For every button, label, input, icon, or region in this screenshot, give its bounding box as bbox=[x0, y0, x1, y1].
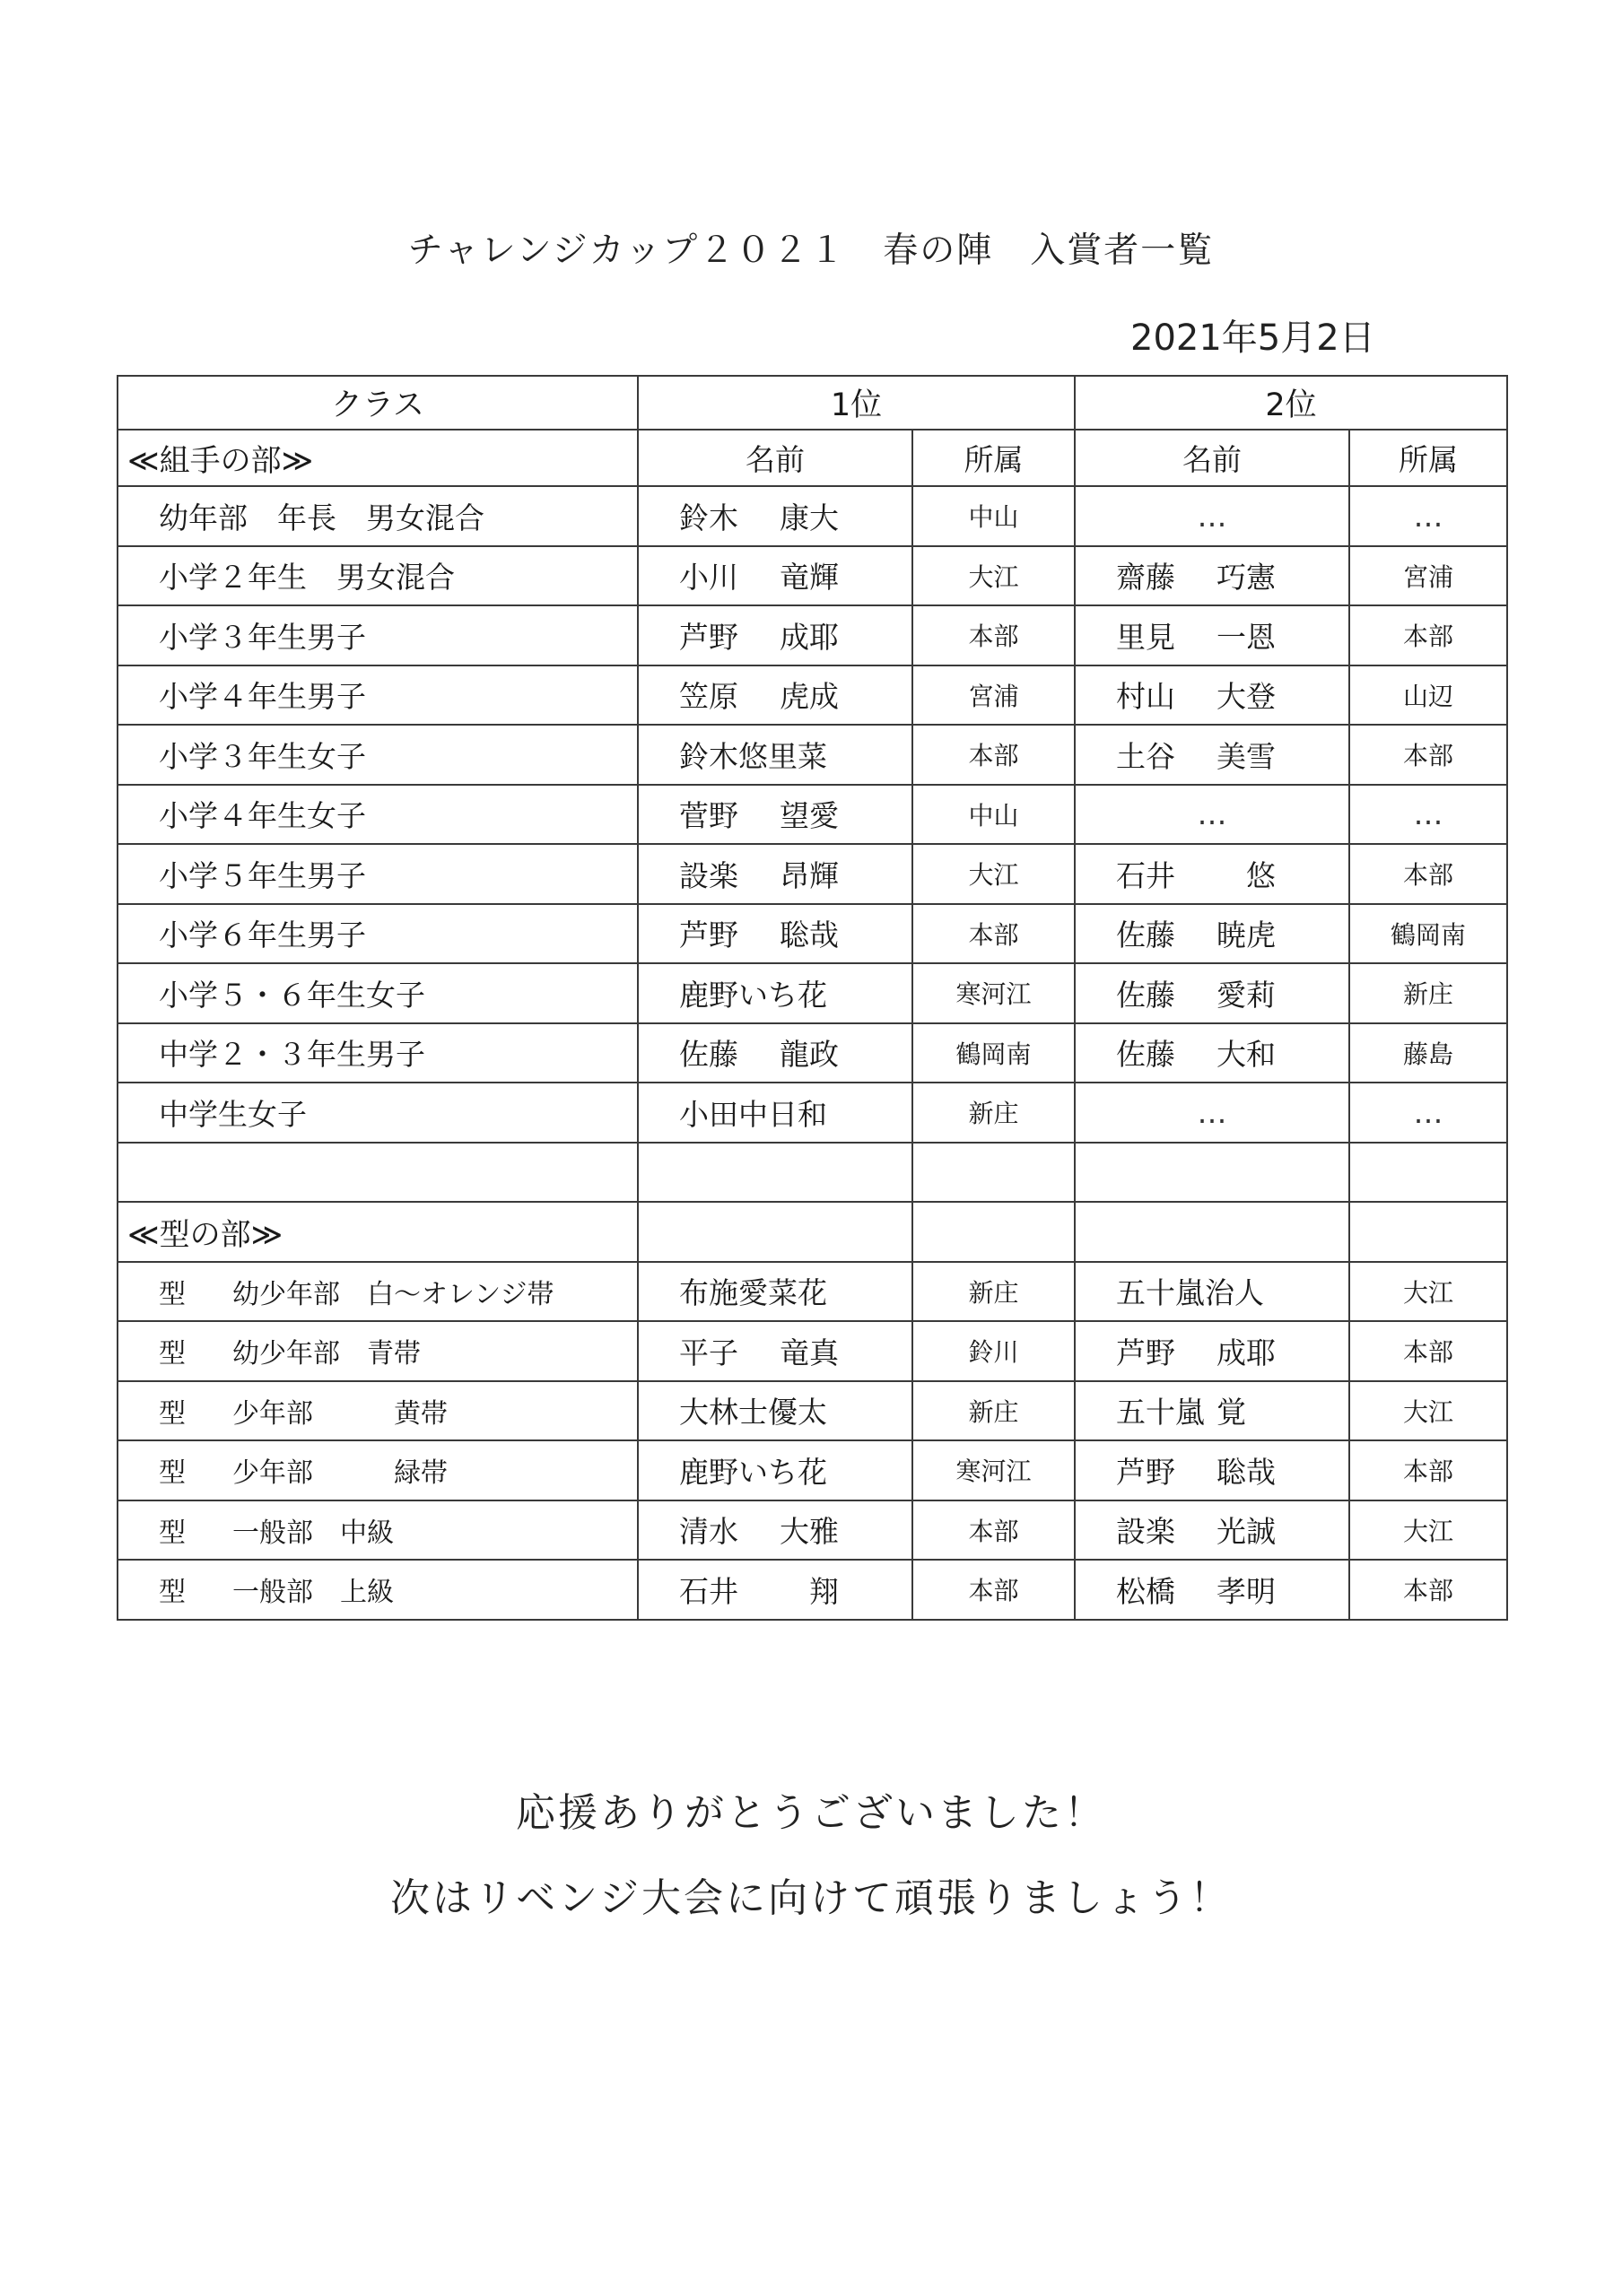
winner-name bbox=[638, 1023, 912, 1083]
winner-family-name: 鹿野いち花 bbox=[679, 1454, 827, 1490]
winner-affiliation: 本部 bbox=[1349, 1560, 1507, 1620]
winner-affiliation: 大江 bbox=[912, 546, 1075, 606]
class-cell: 小学５・６年生女子 bbox=[118, 963, 638, 1023]
winner-given-name: 康大 bbox=[780, 500, 839, 535]
winner-family-name: 設楽 bbox=[1116, 1514, 1175, 1550]
winner-name bbox=[1075, 1500, 1349, 1561]
kata-label: 型 bbox=[159, 1278, 186, 1310]
winner-affiliation: 藤島 bbox=[1349, 1023, 1507, 1083]
winner-family-name: 小田中日和 bbox=[679, 1096, 827, 1132]
results-table-body bbox=[118, 376, 1507, 1620]
winner-name bbox=[1075, 605, 1349, 665]
winner-given-name: 龍政 bbox=[780, 1037, 839, 1073]
section-kumite-label: ≪組手の部≫ bbox=[118, 430, 638, 486]
winner-name bbox=[638, 1321, 912, 1381]
winner-given-name: 一恩 bbox=[1216, 619, 1276, 655]
winner-name bbox=[1075, 1381, 1349, 1441]
winner-given-name: 聡哉 bbox=[1216, 1454, 1276, 1490]
table-row bbox=[118, 1440, 1507, 1500]
winner-affiliation: 新庄 bbox=[912, 1083, 1075, 1143]
winner-given-name: 聡哉 bbox=[780, 918, 839, 953]
empty-cell bbox=[1349, 1202, 1507, 1262]
kata-label: 型 bbox=[159, 1338, 186, 1370]
winner-name bbox=[1075, 1440, 1349, 1500]
winner-given-name: 光誠 bbox=[1216, 1514, 1276, 1550]
winner-name bbox=[638, 1560, 912, 1620]
winner-name bbox=[1075, 1262, 1349, 1322]
header-first-name: 名前 bbox=[638, 430, 912, 486]
winner-given-name: 悠 bbox=[1216, 857, 1276, 893]
table-row bbox=[118, 1083, 1507, 1143]
empty-cell bbox=[912, 1143, 1075, 1203]
winner-name bbox=[638, 665, 912, 726]
winner-family-name: 菅野 bbox=[679, 798, 738, 834]
empty-cell bbox=[1075, 1202, 1349, 1262]
class-cell bbox=[118, 1560, 638, 1620]
empty-cell bbox=[118, 1143, 638, 1203]
winner-affiliation: 大江 bbox=[1349, 1262, 1507, 1322]
winner-affiliation: 本部 bbox=[912, 725, 1075, 785]
winner-family-name: 石井 bbox=[679, 1573, 738, 1609]
winner-family-name: 佐藤 bbox=[679, 1037, 738, 1073]
winner-given-name: 翔 bbox=[780, 1573, 839, 1609]
winner-name bbox=[638, 546, 912, 606]
thank-you-message: 応援ありがとうございました！ bbox=[516, 1790, 1106, 1836]
class-name: 一般部 上級 bbox=[232, 1577, 394, 1609]
document-date: 2021年5月2日 bbox=[1130, 317, 1375, 359]
kata-label: 型 bbox=[159, 1457, 186, 1490]
empty-cell bbox=[1349, 1143, 1507, 1203]
winner-family-name: 芦野 bbox=[679, 918, 738, 953]
winner-name bbox=[638, 844, 912, 904]
table-row bbox=[118, 963, 1507, 1023]
table-row bbox=[118, 1560, 1507, 1620]
winner-family-name: 佐藤 bbox=[1116, 918, 1175, 953]
winner-family-name: 大林士優太 bbox=[679, 1395, 827, 1431]
header-first-place: 1位 bbox=[638, 376, 1075, 430]
table-row bbox=[118, 605, 1507, 665]
table-row bbox=[118, 665, 1507, 726]
class-cell: 小学４年生女子 bbox=[118, 785, 638, 845]
winner-affiliation: 大江 bbox=[1349, 1381, 1507, 1441]
table-row bbox=[118, 785, 1507, 845]
header-first-affiliation: 所属 bbox=[912, 430, 1075, 486]
winner-name bbox=[638, 1262, 912, 1322]
winner-family-name: 小川 bbox=[679, 560, 738, 596]
class-name: 幼少年部 青帯 bbox=[232, 1338, 421, 1370]
winner-affiliation: 中山 bbox=[912, 785, 1075, 845]
winner-given-name: 孝明 bbox=[1216, 1573, 1276, 1609]
table-row bbox=[118, 1381, 1507, 1441]
winner-affiliation: 寒河江 bbox=[912, 1440, 1075, 1500]
winner-given-name: 大雅 bbox=[780, 1514, 839, 1550]
empty-cell bbox=[912, 1202, 1075, 1262]
class-cell bbox=[118, 1381, 638, 1441]
winner-name bbox=[1075, 665, 1349, 726]
winner-family-name: 佐藤 bbox=[1116, 977, 1175, 1013]
winner-given-name: 暁虎 bbox=[1216, 918, 1276, 953]
class-cell bbox=[118, 1321, 638, 1381]
winner-family-name: 土谷 bbox=[1116, 738, 1175, 774]
winner-name bbox=[638, 1381, 912, 1441]
winner-affiliation: 本部 bbox=[1349, 725, 1507, 785]
winner-name bbox=[638, 1083, 912, 1143]
winner-name bbox=[638, 785, 912, 845]
winner-given-name: 虎成 bbox=[780, 679, 839, 715]
winner-name bbox=[1075, 1560, 1349, 1620]
winner-given-name: 美雪 bbox=[1216, 738, 1276, 774]
winner-family-name: 芦野 bbox=[679, 619, 738, 655]
kata-label: 型 bbox=[159, 1517, 186, 1549]
winner-affiliation: 鶴岡南 bbox=[912, 1023, 1075, 1083]
winner-affiliation: 本部 bbox=[912, 1500, 1075, 1561]
table-row bbox=[118, 546, 1507, 606]
winner-name bbox=[638, 904, 912, 964]
section-kata-label: ≪型の部≫ bbox=[118, 1202, 638, 1262]
winner-affiliation: 本部 bbox=[1349, 1321, 1507, 1381]
winner-name bbox=[1075, 1321, 1349, 1381]
winner-given-name: 愛莉 bbox=[1216, 977, 1276, 1013]
winner-name bbox=[638, 486, 912, 546]
winner-affiliation: … bbox=[1349, 785, 1507, 845]
winner-name: … bbox=[1075, 785, 1349, 845]
winner-affiliation: 本部 bbox=[1349, 605, 1507, 665]
winner-affiliation: 宮浦 bbox=[1349, 546, 1507, 606]
winner-affiliation: 本部 bbox=[1349, 844, 1507, 904]
winner-affiliation: 新庄 bbox=[912, 1381, 1075, 1441]
winner-affiliation: 鶴岡南 bbox=[1349, 904, 1507, 964]
empty-cell bbox=[638, 1202, 912, 1262]
winner-name: … bbox=[1075, 1083, 1349, 1143]
winner-affiliation: 大江 bbox=[912, 844, 1075, 904]
winner-affiliation: 山辺 bbox=[1349, 665, 1507, 726]
winner-name bbox=[638, 725, 912, 785]
class-cell: 小学５年生男子 bbox=[118, 844, 638, 904]
winner-given-name: 竜真 bbox=[780, 1335, 839, 1370]
table-row bbox=[118, 844, 1507, 904]
table-row bbox=[118, 1262, 1507, 1322]
winner-name bbox=[638, 1500, 912, 1561]
header-row-sub bbox=[118, 430, 1507, 486]
winner-name bbox=[638, 963, 912, 1023]
winner-affiliation: 本部 bbox=[912, 605, 1075, 665]
winner-family-name: 設楽 bbox=[679, 857, 738, 893]
winner-name bbox=[1075, 546, 1349, 606]
winner-affiliation: 本部 bbox=[1349, 1440, 1507, 1500]
winner-name bbox=[638, 605, 912, 665]
table-row bbox=[118, 1023, 1507, 1083]
winner-affiliation: 本部 bbox=[912, 904, 1075, 964]
winner-affiliation: 寒河江 bbox=[912, 963, 1075, 1023]
class-cell bbox=[118, 1440, 638, 1500]
winner-name bbox=[1075, 844, 1349, 904]
class-name: 一般部 中級 bbox=[232, 1517, 394, 1549]
class-cell: 小学３年生女子 bbox=[118, 725, 638, 785]
winner-family-name: 五十嵐治人 bbox=[1116, 1275, 1264, 1311]
winner-given-name: 大登 bbox=[1216, 679, 1276, 715]
winner-family-name: 佐藤 bbox=[1116, 1037, 1175, 1073]
empty-cell bbox=[638, 1143, 912, 1203]
table-row bbox=[118, 1500, 1507, 1561]
winner-given-name: 覚 bbox=[1216, 1395, 1246, 1431]
winner-affiliation: 大江 bbox=[1349, 1500, 1507, 1561]
winner-given-name: 巧憲 bbox=[1216, 560, 1276, 596]
winner-affiliation: … bbox=[1349, 1083, 1507, 1143]
header-second-place: 2位 bbox=[1075, 376, 1507, 430]
winner-affiliation: 本部 bbox=[912, 1560, 1075, 1620]
winner-family-name: 芦野 bbox=[1116, 1335, 1175, 1370]
header-row-rank bbox=[118, 376, 1507, 430]
winner-given-name: 望愛 bbox=[780, 798, 839, 834]
winner-affiliation: 新庄 bbox=[1349, 963, 1507, 1023]
winner-family-name: 五十嵐 bbox=[1116, 1395, 1205, 1431]
class-cell: 中学生女子 bbox=[118, 1083, 638, 1143]
table-row bbox=[118, 904, 1507, 964]
class-cell: 中学２・３年生男子 bbox=[118, 1023, 638, 1083]
class-name: 幼少年部 白～オレンジ帯 bbox=[232, 1278, 554, 1310]
winner-name bbox=[1075, 725, 1349, 785]
winner-family-name: 松橋 bbox=[1116, 1573, 1175, 1609]
header-second-name: 名前 bbox=[1075, 430, 1349, 486]
section-row-kata bbox=[118, 1202, 1507, 1262]
winner-family-name: 齋藤 bbox=[1116, 560, 1175, 596]
winner-family-name: 鈴木悠里菜 bbox=[679, 738, 827, 774]
winner-family-name: 村山 bbox=[1116, 679, 1175, 715]
winner-family-name: 清水 bbox=[679, 1514, 738, 1550]
winner-given-name: 昂輝 bbox=[780, 857, 839, 893]
class-cell: 小学４年生男子 bbox=[118, 665, 638, 726]
class-name: 少年部 黄帯 bbox=[232, 1397, 448, 1430]
winner-family-name: 笠原 bbox=[679, 679, 738, 715]
results-table bbox=[117, 375, 1508, 1621]
table-row bbox=[118, 725, 1507, 785]
header-second-affiliation: 所属 bbox=[1349, 430, 1507, 486]
class-cell bbox=[118, 1262, 638, 1322]
class-cell: 小学６年生男子 bbox=[118, 904, 638, 964]
blank-row bbox=[118, 1143, 1507, 1203]
table-row bbox=[118, 486, 1507, 546]
winner-affiliation: 新庄 bbox=[912, 1262, 1075, 1322]
winner-affiliation: 中山 bbox=[912, 486, 1075, 546]
winner-name bbox=[638, 1440, 912, 1500]
class-name: 少年部 緑帯 bbox=[232, 1457, 448, 1490]
empty-cell bbox=[1075, 1143, 1349, 1203]
header-class: クラス bbox=[118, 376, 638, 430]
winner-affiliation: … bbox=[1349, 486, 1507, 546]
document-title: チャレンジカップ２０２１ 春の陣 入賞者一覧 bbox=[407, 230, 1215, 271]
kata-label: 型 bbox=[159, 1397, 186, 1430]
winner-given-name: 成耶 bbox=[780, 619, 839, 655]
winner-name bbox=[1075, 963, 1349, 1023]
winner-given-name: 成耶 bbox=[1216, 1335, 1276, 1370]
winner-affiliation: 鈴川 bbox=[912, 1321, 1075, 1381]
class-cell bbox=[118, 1500, 638, 1561]
winner-name bbox=[1075, 1023, 1349, 1083]
winner-affiliation: 宮浦 bbox=[912, 665, 1075, 726]
winner-given-name: 大和 bbox=[1216, 1037, 1276, 1073]
winner-family-name: 鈴木 bbox=[679, 500, 738, 535]
winner-family-name: 芦野 bbox=[1116, 1454, 1175, 1490]
class-cell: 小学３年生男子 bbox=[118, 605, 638, 665]
class-cell: 小学２年生 男女混合 bbox=[118, 546, 638, 606]
winner-family-name: 石井 bbox=[1116, 857, 1175, 893]
next-goal-message: 次はリベンジ大会に向けて頑張りましょう！ bbox=[389, 1875, 1233, 1921]
table-row bbox=[118, 1321, 1507, 1381]
winner-family-name: 鹿野いち花 bbox=[679, 977, 827, 1013]
winner-given-name: 竜輝 bbox=[780, 560, 839, 596]
winner-family-name: 布施愛菜花 bbox=[679, 1275, 827, 1311]
winner-family-name: 平子 bbox=[679, 1335, 738, 1370]
kata-label: 型 bbox=[159, 1577, 186, 1609]
winner-name: … bbox=[1075, 486, 1349, 546]
class-cell: 幼年部 年長 男女混合 bbox=[118, 486, 638, 546]
winner-family-name: 里見 bbox=[1116, 619, 1175, 655]
winner-name bbox=[1075, 904, 1349, 964]
